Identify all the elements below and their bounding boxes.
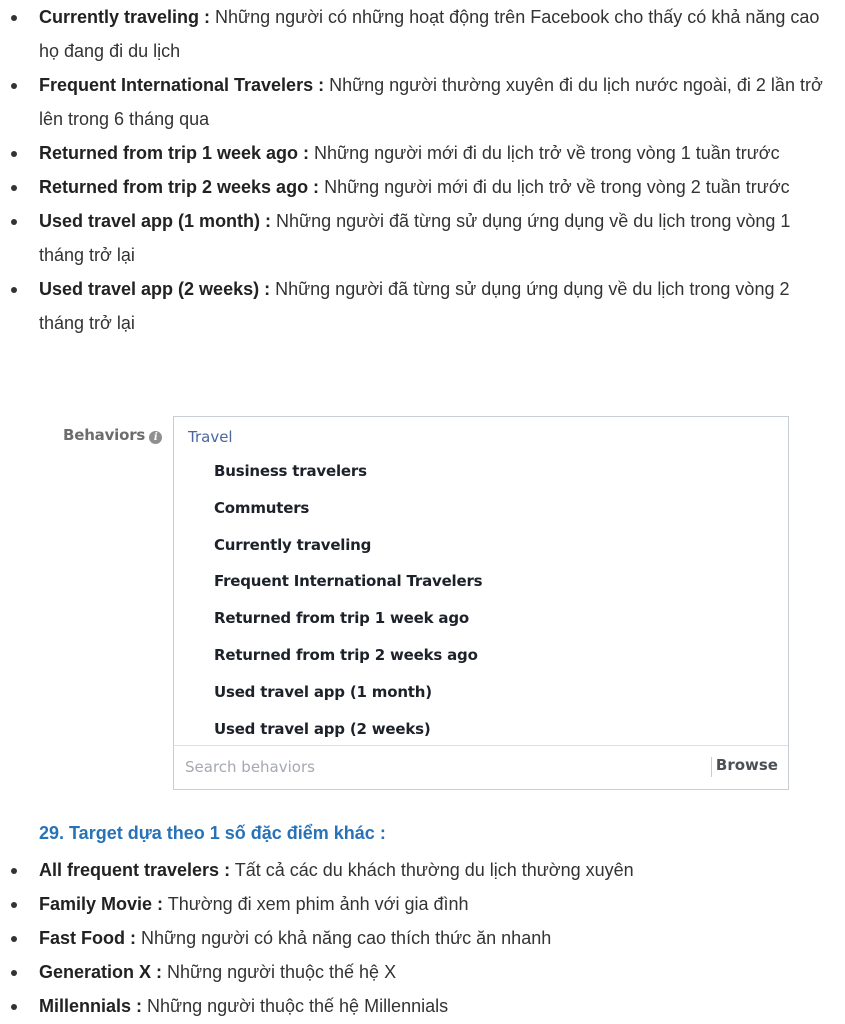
list-item-term: Generation X :	[39, 962, 163, 982]
list-item-desc: Những người mới đi du lịch trở về trong vòng 1 tuần trước	[309, 143, 780, 163]
divider	[711, 757, 712, 777]
behaviors-description-list	[0, 0, 845, 340]
list-item-term: Family Movie :	[39, 894, 164, 914]
list-item	[0, 989, 845, 1023]
other-traits-list	[0, 853, 845, 1023]
search-input[interactable]	[185, 758, 685, 776]
behavior-options	[214, 453, 482, 747]
list-item	[0, 272, 845, 340]
list-item-desc: Những người mới đi du lịch trở về trong vòng 2 tuần trước	[319, 177, 790, 197]
list-item	[0, 921, 845, 955]
list-item-desc: Những người đã từng sử dụng ứng dụng về du lịch trong vòng 2 tháng trở lại	[39, 279, 790, 333]
option-commuters[interactable]: Commuters	[214, 498, 310, 517]
info-icon[interactable]: i	[149, 431, 162, 444]
category-travel[interactable]: Travel	[188, 428, 233, 446]
option-returned-2-weeks[interactable]: Returned from trip 2 weeks ago	[214, 645, 478, 664]
list-item	[0, 0, 845, 68]
list-item	[0, 887, 845, 921]
list-item-desc: Những người thuộc thế hệ Millennials	[142, 996, 449, 1016]
list-item-term: Used travel app (1 month) :	[39, 211, 272, 231]
browse-button[interactable]: Browse	[715, 756, 778, 774]
list-item-desc: Những người thường xuyên đi du lịch nước ngoài, đi 2 lần trở lên trong 6 tháng qua	[39, 75, 823, 129]
list-item-desc: Những người đã từng sử dụng ứng dụng về du lịch trong vòng 1 tháng trở lại	[39, 211, 791, 265]
list-item-desc: Tất cả các du khách thường du lịch thường xuyên	[230, 860, 634, 880]
behaviors-label-text: Behaviors	[63, 426, 146, 444]
list-item-desc: Những người có những hoạt động trên Facebook cho thấy có khả năng cao họ đang đi du lịch	[39, 7, 820, 61]
section-heading: 29. Target dựa theo 1 số đặc điểm khác :	[39, 823, 386, 843]
option-business-travelers[interactable]: Business travelers	[214, 462, 367, 480]
list-item	[0, 68, 845, 136]
list-item	[0, 955, 845, 989]
list-item-term: Used travel app (2 weeks) :	[39, 279, 271, 299]
list-item-desc: Những người có khả năng cao thích thức ăn nhanh	[136, 928, 552, 948]
option-frequent-international-travelers[interactable]: Frequent International Travelers	[214, 572, 483, 591]
option-used-travel-app-1-month[interactable]: Used travel app (1 month)	[214, 682, 432, 701]
list-item	[0, 136, 845, 170]
list-item-term: Fast Food :	[39, 928, 136, 948]
list-item	[0, 204, 845, 272]
list-item-term: Frequent International Travelers :	[39, 75, 325, 95]
list-item	[0, 170, 845, 204]
behaviors-label	[63, 426, 162, 444]
list-item-desc: Những người thuộc thế hệ X	[162, 962, 397, 982]
list-item-term: Millennials :	[39, 996, 143, 1016]
list-item-desc: Thường đi xem phim ảnh với gia đình	[163, 894, 469, 914]
list-item	[0, 853, 845, 887]
option-currently-traveling[interactable]: Currently traveling	[214, 535, 372, 554]
list-item-term: All frequent travelers :	[39, 860, 231, 880]
option-used-travel-app-2-weeks[interactable]: Used travel app (2 weeks)	[214, 719, 431, 738]
option-returned-1-week[interactable]: Returned from trip 1 week ago	[214, 609, 469, 628]
list-item-term: Returned from trip 1 week ago :	[39, 143, 310, 163]
behaviors-selector	[173, 416, 789, 790]
search-row	[174, 745, 788, 789]
list-item-term: Currently traveling :	[39, 7, 211, 27]
list-item-term: Returned from trip 2 weeks ago :	[39, 177, 320, 197]
